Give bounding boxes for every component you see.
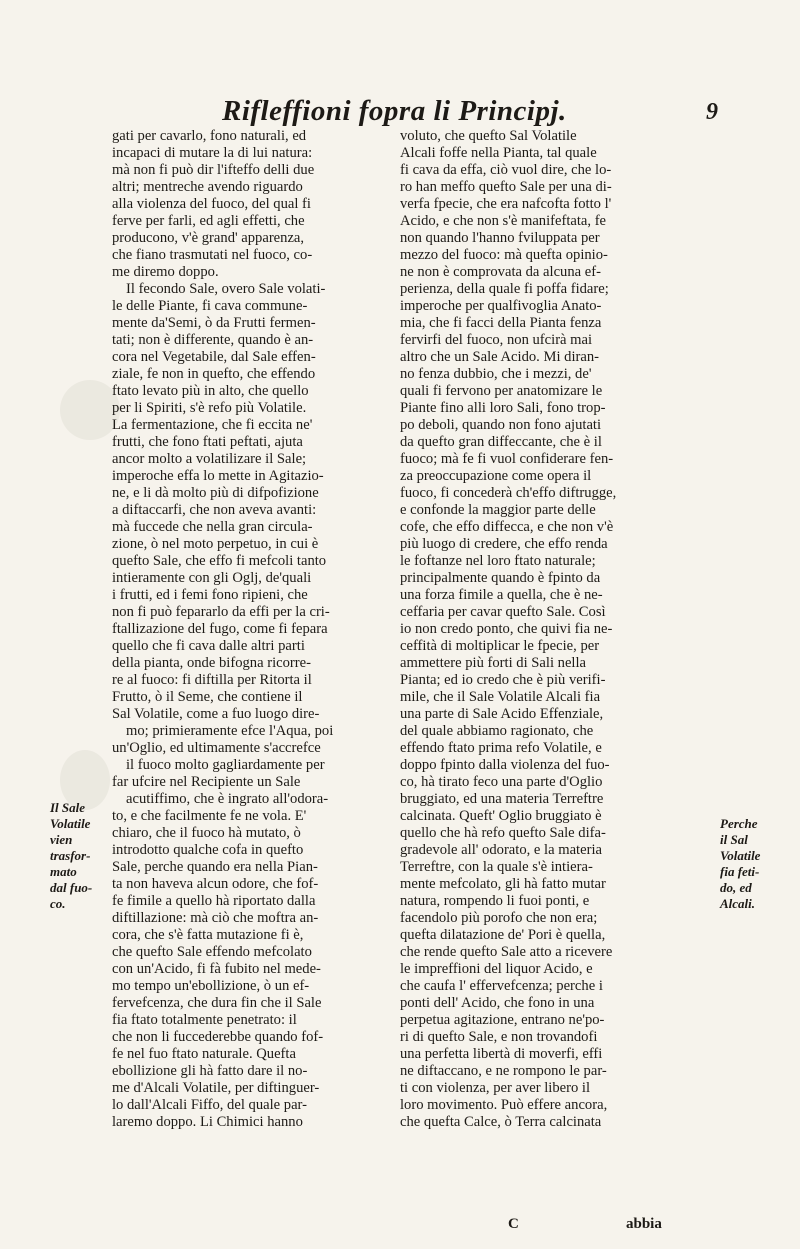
text-line: ne, e li dà molto più di difpofizione xyxy=(112,485,319,501)
text-line: quefta dilatazione de' Pori è quella, xyxy=(400,927,606,943)
text-line: effendo ftato prima refo Volatile, e xyxy=(400,740,602,756)
text-line: ne diftaccano, e ne rompono le par- xyxy=(400,1063,607,1079)
text-line: co. xyxy=(50,896,66,911)
right-text-column xyxy=(400,128,672,1131)
text-line: fia ftato totalmente penetrato: il xyxy=(112,1012,297,1028)
text-line: to, e che facilmente fe ne vola. E' xyxy=(112,808,307,824)
text-line: una parte di Sale Acido Effenziale, xyxy=(400,706,604,722)
text-line: mente da'Semi, ò da Frutti fermen- xyxy=(112,315,316,331)
text-line: mezzo del fuoco: mà quefta opinio- xyxy=(400,247,608,263)
text-line: vien xyxy=(50,832,73,847)
text-line: da quefto gran diffeccante, che è il xyxy=(400,434,602,450)
text-line: chiaro, che il fuoco hà mutato, ò xyxy=(112,825,301,841)
text-line: che rende quefto Sale atto a ricevere xyxy=(400,944,613,960)
text-line: ro han meffo quefto Sale per una di- xyxy=(400,179,612,195)
text-line: alla violenza del fuoco, del qual fi xyxy=(112,196,311,212)
text-line: ti con violenza, per aver libero il xyxy=(400,1080,591,1096)
text-line: Il Sale xyxy=(50,800,86,815)
text-line: Pianta; ed io credo che è più verifi- xyxy=(400,672,606,688)
text-line: fervefcenza, che dura fin che il Sale xyxy=(112,995,322,1011)
text-line: del quale abbiamo ragionato, che xyxy=(400,723,594,739)
text-line: più luogo di credere, che effo renda xyxy=(400,536,608,552)
text-line: imperoche effa lo mette in Agitazio- xyxy=(112,468,324,484)
text-line: intieramente con gli Oglj, de'quali xyxy=(112,570,312,586)
right-margin-note xyxy=(720,816,780,912)
text-line: Sale, perche quando era nella Pian- xyxy=(112,859,318,875)
text-line: frutti, che fono ftati peftati, ajuta xyxy=(112,434,303,450)
left-text-column xyxy=(112,128,384,1131)
text-line: gati per cavarlo, fono naturali, ed xyxy=(112,128,307,144)
text-line: me d'Alcali Volatile, per diftinguer- xyxy=(112,1080,320,1096)
text-line: principalmente quando è fpinto da xyxy=(400,570,601,586)
text-line: che quefta Calce, ò Terra calcinata xyxy=(400,1114,602,1130)
text-line: zione, ò nel moto perpetuo, in cui è xyxy=(112,536,319,552)
text-line: mo; primieramente efce l'Aqua, poi xyxy=(126,723,334,739)
text-line: per li Spiriti, s'è refo più Volatile. xyxy=(112,400,307,416)
text-line: che quefto Sale effendo mefcolato xyxy=(112,944,312,960)
text-line: fi cava da effa, ciò vuol dire, che lo- xyxy=(400,162,612,178)
text-line: della pianta, onde bifogna ricorre- xyxy=(112,655,311,671)
text-line: mente mefcolato, gli hà fatto mutar xyxy=(400,876,606,892)
text-line: co, hà tirato feco una parte d'Oglio xyxy=(400,774,603,790)
text-line: quello che hà refo quefto Sale difa- xyxy=(400,825,606,841)
text-line: Alcali foffe nella Pianta, tal quale xyxy=(400,145,597,161)
text-line: fe fimile a quello hà riportato dalla xyxy=(112,893,316,909)
text-line: ferve per farli, ed agli effetti, che xyxy=(112,213,305,229)
text-line: che fiano trasmutati nel fuoco, co- xyxy=(112,247,313,263)
text-line: mo tempo un'ebollizione, ò un ef- xyxy=(112,978,310,994)
text-line: Frutto, ò il Seme, che contiene il xyxy=(112,689,303,705)
text-line: e confonde la maggior parte delle xyxy=(400,502,596,518)
text-line: con un'Acido, fi fà fubito nel mede- xyxy=(112,961,321,977)
text-line: fuoco, fi concederà ch'effo diftrugge, xyxy=(400,485,617,501)
text-line: natura, rompendo li fuoi ponti, e xyxy=(400,893,590,909)
text-line: verfa fpecie, che era nafcofta fotto l' xyxy=(400,196,612,212)
running-title: Rifleffioni fopra li Principj. xyxy=(222,95,567,127)
text-line: ziale, fe non in quefto, che effendo xyxy=(112,366,316,382)
text-line: Acido, e che non s'è manifeftata, fe xyxy=(400,213,607,229)
text-line: mà non fi può dir l'ifteffo delli due xyxy=(112,162,315,178)
text-line: introdotto qualche cofa in quefto xyxy=(112,842,304,858)
text-line: doppo fpinto dalla violenza del fuo- xyxy=(400,757,610,773)
text-line: loro movimento. Può effere ancora, xyxy=(400,1097,608,1113)
text-line: non fi può fepararlo da effi per la cri- xyxy=(112,604,330,620)
text-line: ftallizazione del fugo, come fi fepara xyxy=(112,621,328,637)
text-line: incapaci di mutare la di lui natura: xyxy=(112,145,313,161)
text-line: altro che un Sale Acido. Mi diran- xyxy=(400,349,599,365)
text-line: tati; non è differente, quando è an- xyxy=(112,332,314,348)
text-line: i frutti, ed i femi fono ripieni, che xyxy=(112,587,308,603)
text-line: ceffità di moltiplicar le fpecie, per xyxy=(400,638,600,654)
text-line: za preoccupazione come opera il xyxy=(400,468,592,484)
text-line: ne non è comprovata da alcuna ef- xyxy=(400,264,601,280)
text-line: producono, v'è grand' apparenza, xyxy=(112,230,305,246)
text-line: calcinata. Queft' Oglio bruggiato è xyxy=(400,808,602,824)
text-line: fe nel fuo ftato naturale. Quefta xyxy=(112,1046,296,1062)
text-line: fuoco; mà fe fi vuol confiderare fen- xyxy=(400,451,614,467)
text-line: ta non haveva alcun odore, che fof- xyxy=(112,876,319,892)
text-line: fervirfi del fuoco, non ufcirà mai xyxy=(400,332,593,348)
text-line: me diremo doppo. xyxy=(112,264,219,280)
page-number: 9 xyxy=(706,99,718,125)
text-line: bruggiato, ed una materia Terreftre xyxy=(400,791,604,807)
text-line: facendolo più porofo che non era; xyxy=(400,910,598,926)
text-line: altri; mentreche avendo riguardo xyxy=(112,179,303,195)
text-line: re al fuoco: fi diftilla per Ritorta il xyxy=(112,672,312,688)
text-line: che non li fuccederebbe quando fof- xyxy=(112,1029,324,1045)
text-line: le impreffioni del liquor Acido, e xyxy=(400,961,593,977)
text-line: diftillazione: mà ciò che moftra an- xyxy=(112,910,319,926)
text-line: cofe, che effo diffecca, e che non v'è xyxy=(400,519,614,535)
text-line: po deboli, quando non fono ajutati xyxy=(400,417,602,433)
text-line: quali fi fervono per anatomizare le xyxy=(400,383,603,399)
text-line: Perche xyxy=(720,816,758,831)
text-line: La fermentazione, che fi eccita ne' xyxy=(112,417,313,433)
text-line: imperoche per qualfivoglia Anato- xyxy=(400,298,602,314)
text-line: voluto, che quefto Sal Volatile xyxy=(400,128,577,144)
text-line: Volatile xyxy=(50,816,91,831)
text-line: fia feti- xyxy=(720,864,760,879)
catchword: abbia xyxy=(626,1216,662,1232)
text-line: laremo doppo. Li Chimici hanno xyxy=(112,1114,303,1130)
text-line: non quando l'hanno fviluppata per xyxy=(400,230,600,246)
left-margin-note xyxy=(50,800,110,912)
text-line: le foftanze nel loro ftato naturale; xyxy=(400,553,596,569)
text-line: cora nel Vegetabile, dal Sale effen- xyxy=(112,349,316,365)
text-line: Alcali. xyxy=(720,896,756,911)
text-line: dal fuo- xyxy=(50,880,93,895)
text-line: quello che fi cava dalle altri parti xyxy=(112,638,305,654)
text-line: Sal Volatile, come a fuo luogo dire- xyxy=(112,706,320,722)
text-line: ebollizione gli hà fatto dare il no- xyxy=(112,1063,308,1079)
paper-stain xyxy=(60,380,120,440)
text-line: mato xyxy=(50,864,77,879)
text-line: trasfor- xyxy=(50,848,91,863)
text-line: che caufa l' effervefcenza; perche i xyxy=(400,978,603,994)
text-line: io non credo ponto, che quivi fia ne- xyxy=(400,621,613,637)
text-line: a diftaccarfi, che non aveva avanti: xyxy=(112,502,317,518)
text-line: far ufcire nel Recipiente un Sale xyxy=(112,774,301,790)
text-line: ri di quefto Sale, e non trovandofi xyxy=(400,1029,598,1045)
text-line: gradevole all' odorato, e la materia xyxy=(400,842,602,858)
text-line: lo dall'Alcali Fiffo, del quale par- xyxy=(112,1097,307,1113)
signature-mark: C xyxy=(508,1216,519,1232)
text-line: una perfetta libertà di moverfi, effi xyxy=(400,1046,603,1062)
text-line: un'Oglio, ed ultimamente s'accrefce xyxy=(112,740,321,756)
text-line: Piante fino alli loro Sali, fono trop- xyxy=(400,400,606,416)
text-line: mà fuccede che nella gran circula- xyxy=(112,519,313,535)
text-line: perienza, della quale fi poffa fidare; xyxy=(400,281,609,297)
text-line: ancor molto a volatilizare il Sale; xyxy=(112,451,307,467)
text-line: Il fecondo Sale, overo Sale volati- xyxy=(126,281,326,297)
text-line: ponti dell' Acido, che fono in una xyxy=(400,995,595,1011)
text-line: ftato levato più in alto, che quello xyxy=(112,383,309,399)
text-line: quefto Sale, che effo fi mefcoli tanto xyxy=(112,553,327,569)
text-line: cora, che s'è fatta mutazione fi è, xyxy=(112,927,304,943)
text-line: ammettere più forti di Sali nella xyxy=(400,655,587,671)
text-line: il Sal xyxy=(720,832,748,847)
text-line: Terreftre, con la quale s'è intiera- xyxy=(400,859,593,875)
text-line: mile, che il Sale Volatile Alcali fia xyxy=(400,689,601,705)
text-line: mia, che fi facci della Pianta fenza xyxy=(400,315,602,331)
text-line: perpetua agitazione, entrano ne'po- xyxy=(400,1012,605,1028)
text-line: ceffaria per cavar quefto Sale. Così xyxy=(400,604,606,620)
text-line: Volatile xyxy=(720,848,761,863)
text-line: una forza fimile a quella, che è ne- xyxy=(400,587,603,603)
text-line: no fenza dubbio, che i mezzi, de' xyxy=(400,366,592,382)
text-line: do, ed xyxy=(720,880,752,895)
text-line: il fuoco molto gagliardamente per xyxy=(126,757,325,773)
text-line: acutiffimo, che è ingrato all'odora- xyxy=(126,791,329,807)
text-line: le delle Piante, fi cava commune- xyxy=(112,298,308,314)
